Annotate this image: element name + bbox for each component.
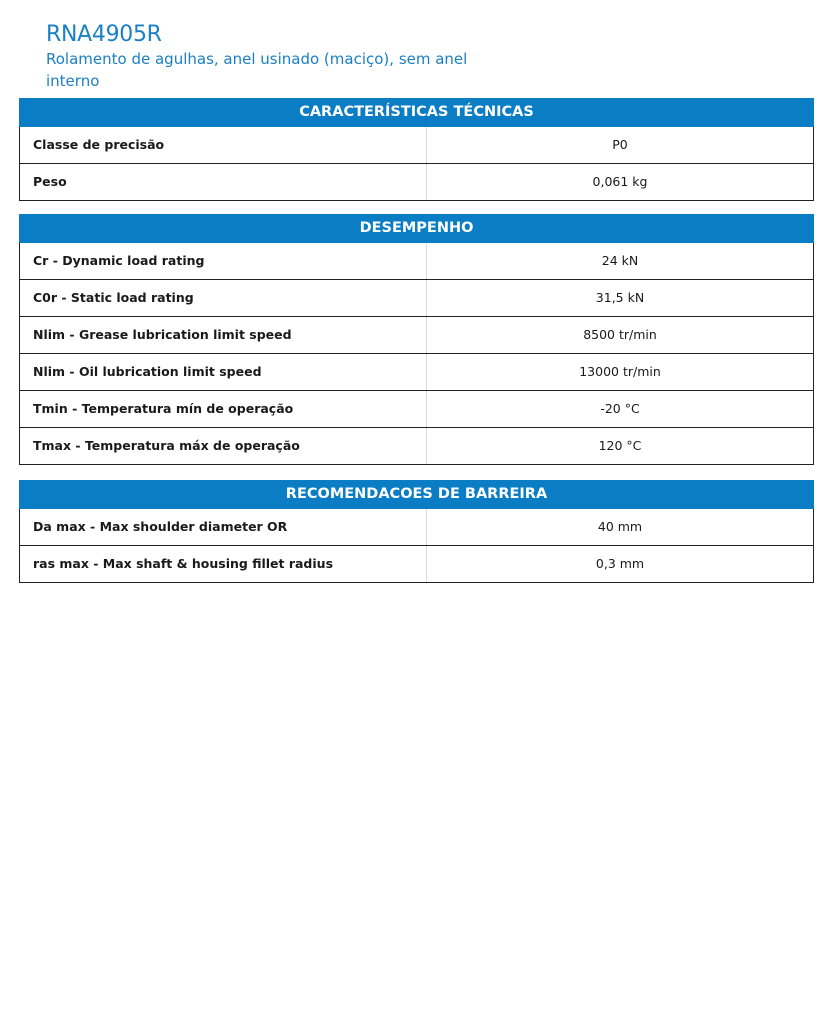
table-row [19, 509, 814, 546]
row-label: Classe de precisão [20, 127, 427, 163]
row-value: 0,061 kg [592, 174, 648, 189]
row-label: ras max - Max shaft & housing fillet radius [20, 546, 427, 582]
row-value: 0,3 mm [595, 556, 645, 571]
product-description: Rolamento de agulhas, anel usinado (maciço), sem anel interno [46, 50, 468, 90]
row-value: P0 [612, 137, 628, 152]
row-value: 13000 tr/min [579, 364, 661, 379]
row-value: 120 °C [598, 438, 642, 453]
row-label: Tmin - Temperatura mín de operação [20, 391, 427, 427]
table-row [19, 317, 814, 354]
section-performance [19, 214, 814, 465]
section-barrier-recommendations [19, 480, 814, 583]
table-row [19, 546, 814, 583]
row-value: 40 mm [597, 519, 643, 534]
row-label: Tmax - Temperatura máx de operação [20, 428, 427, 464]
row-value: -20 °C [600, 401, 640, 416]
row-label: Da max - Max shoulder diameter OR [20, 509, 427, 545]
section-title: DESEMPENHO [19, 214, 814, 243]
row-label: Nlim - Grease lubrication limit speed [20, 317, 427, 353]
section-title: RECOMENDACOES DE BARREIRA [19, 480, 814, 509]
row-value: 24 kN [601, 253, 639, 268]
section-technical-characteristics [19, 98, 814, 201]
table-row [19, 127, 814, 164]
row-label: Cr - Dynamic load rating [20, 243, 427, 279]
product-code: RNA4905R [46, 22, 162, 47]
table-row [19, 164, 814, 201]
table-row [19, 391, 814, 428]
table-row [19, 280, 814, 317]
table-row [19, 243, 814, 280]
row-label: C0r - Static load rating [20, 280, 427, 316]
table-row [19, 428, 814, 465]
table-row [19, 354, 814, 391]
row-label: Peso [20, 164, 427, 200]
row-value: 31,5 kN [595, 290, 645, 305]
product-header [46, 22, 486, 92]
row-value: 8500 tr/min [583, 327, 657, 342]
section-title: CARACTERÍSTICAS TÉCNICAS [19, 98, 814, 127]
row-label: Nlim - Oil lubrication limit speed [20, 354, 427, 390]
